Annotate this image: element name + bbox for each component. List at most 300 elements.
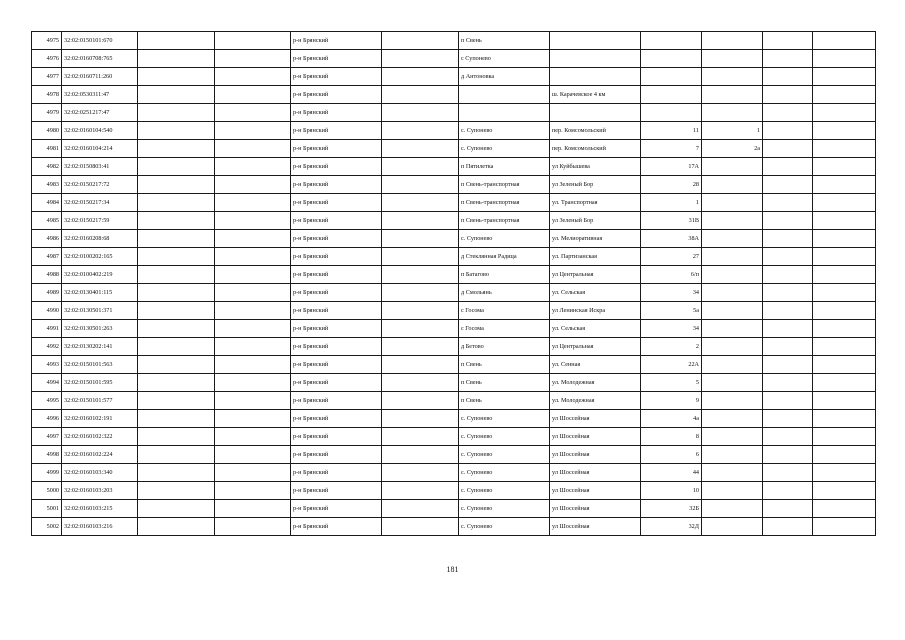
empty-cell bbox=[138, 410, 215, 428]
street-cell: ул Шоссейная bbox=[550, 464, 641, 482]
row-number-cell: 4993 bbox=[32, 356, 62, 374]
house-number-cell: 6 bbox=[641, 446, 702, 464]
settlement-cell: с. Супонево bbox=[459, 410, 550, 428]
apartment-cell bbox=[763, 158, 813, 176]
house-number-cell: 11 bbox=[641, 122, 702, 140]
empty-cell bbox=[215, 212, 291, 230]
cadastral-number-cell: 32:02:0160103:216 bbox=[62, 518, 138, 536]
empty-cell bbox=[813, 356, 876, 374]
row-number-cell: 5002 bbox=[32, 518, 62, 536]
empty-cell bbox=[813, 338, 876, 356]
row-number-cell: 4984 bbox=[32, 194, 62, 212]
empty-cell bbox=[138, 176, 215, 194]
empty-cell bbox=[813, 518, 876, 536]
empty-cell bbox=[813, 428, 876, 446]
building-number-cell: 2а bbox=[702, 140, 763, 158]
empty-cell bbox=[813, 158, 876, 176]
house-number-cell: 38А bbox=[641, 230, 702, 248]
cadastral-number-cell: 32:02:0150217:34 bbox=[62, 194, 138, 212]
table-row bbox=[32, 266, 876, 284]
street-cell: ул. Молодежная bbox=[550, 392, 641, 410]
district-cell: р-н Брянский bbox=[291, 500, 382, 518]
empty-cell bbox=[382, 284, 459, 302]
apartment-cell bbox=[763, 122, 813, 140]
building-number-cell bbox=[702, 320, 763, 338]
cadastral-number-cell: 32:02:0160103:215 bbox=[62, 500, 138, 518]
cadastral-number-cell: 32:02:0160102:191 bbox=[62, 410, 138, 428]
empty-cell bbox=[138, 122, 215, 140]
cadastral-number-cell: 32:02:0160102:322 bbox=[62, 428, 138, 446]
row-number-cell: 4988 bbox=[32, 266, 62, 284]
cadastral-number-cell: 32:02:0100202:165 bbox=[62, 248, 138, 266]
house-number-cell: 7 bbox=[641, 140, 702, 158]
empty-cell bbox=[138, 338, 215, 356]
empty-cell bbox=[215, 356, 291, 374]
house-number-cell bbox=[641, 86, 702, 104]
empty-cell bbox=[382, 410, 459, 428]
apartment-cell bbox=[763, 284, 813, 302]
building-number-cell bbox=[702, 194, 763, 212]
empty-cell bbox=[138, 320, 215, 338]
empty-cell bbox=[813, 50, 876, 68]
building-number-cell bbox=[702, 356, 763, 374]
district-cell: р-н Брянский bbox=[291, 464, 382, 482]
settlement-cell: п Свень-транспортная bbox=[459, 176, 550, 194]
settlement-cell: с. Супонево bbox=[459, 518, 550, 536]
table-row bbox=[32, 320, 876, 338]
settlement-cell bbox=[459, 104, 550, 122]
empty-cell bbox=[382, 464, 459, 482]
empty-cell bbox=[138, 32, 215, 50]
apartment-cell bbox=[763, 428, 813, 446]
apartment-cell bbox=[763, 302, 813, 320]
house-number-cell bbox=[641, 50, 702, 68]
table-row bbox=[32, 356, 876, 374]
building-number-cell: 1 bbox=[702, 122, 763, 140]
empty-cell bbox=[138, 356, 215, 374]
empty-cell bbox=[382, 68, 459, 86]
apartment-cell bbox=[763, 410, 813, 428]
empty-cell bbox=[382, 104, 459, 122]
empty-cell bbox=[138, 140, 215, 158]
district-cell: р-н Брянский bbox=[291, 410, 382, 428]
row-number-cell: 4983 bbox=[32, 176, 62, 194]
settlement-cell: п Свень bbox=[459, 32, 550, 50]
street-cell: ш. Карачевское 4 км bbox=[550, 86, 641, 104]
empty-cell bbox=[813, 176, 876, 194]
settlement-cell: с. Супонево bbox=[459, 500, 550, 518]
empty-cell bbox=[215, 86, 291, 104]
empty-cell bbox=[382, 212, 459, 230]
cadastral-number-cell: 32:02:0160102:224 bbox=[62, 446, 138, 464]
district-cell: р-н Брянский bbox=[291, 446, 382, 464]
apartment-cell bbox=[763, 338, 813, 356]
table-row bbox=[32, 50, 876, 68]
row-number-cell: 5000 bbox=[32, 482, 62, 500]
apartment-cell bbox=[763, 86, 813, 104]
empty-cell bbox=[215, 176, 291, 194]
apartment-cell bbox=[763, 140, 813, 158]
building-number-cell bbox=[702, 428, 763, 446]
empty-cell bbox=[138, 500, 215, 518]
empty-cell bbox=[215, 284, 291, 302]
settlement-cell: с Супонево bbox=[459, 50, 550, 68]
empty-cell bbox=[215, 302, 291, 320]
table-row bbox=[32, 122, 876, 140]
building-number-cell bbox=[702, 230, 763, 248]
settlement-cell: п Свень bbox=[459, 356, 550, 374]
building-number-cell bbox=[702, 266, 763, 284]
street-cell: ул Шоссейная bbox=[550, 410, 641, 428]
district-cell: р-н Брянский bbox=[291, 518, 382, 536]
empty-cell bbox=[382, 50, 459, 68]
empty-cell bbox=[382, 86, 459, 104]
settlement-cell: с. Супонево bbox=[459, 428, 550, 446]
empty-cell bbox=[813, 248, 876, 266]
district-cell: р-н Брянский bbox=[291, 212, 382, 230]
empty-cell bbox=[138, 302, 215, 320]
apartment-cell bbox=[763, 482, 813, 500]
apartment-cell bbox=[763, 212, 813, 230]
cadastral-number-cell: 32:02:0150217:72 bbox=[62, 176, 138, 194]
street-cell bbox=[550, 50, 641, 68]
street-cell: ул. Сенная bbox=[550, 356, 641, 374]
house-number-cell: 34 bbox=[641, 320, 702, 338]
empty-cell bbox=[215, 338, 291, 356]
row-number-cell: 4990 bbox=[32, 302, 62, 320]
row-number-cell: 4992 bbox=[32, 338, 62, 356]
district-cell: р-н Брянский bbox=[291, 68, 382, 86]
table-row bbox=[32, 500, 876, 518]
house-number-cell: 31В bbox=[641, 212, 702, 230]
house-number-cell bbox=[641, 104, 702, 122]
house-number-cell: 5 bbox=[641, 374, 702, 392]
table-row bbox=[32, 284, 876, 302]
apartment-cell bbox=[763, 104, 813, 122]
house-number-cell: 28 bbox=[641, 176, 702, 194]
row-number-cell: 4995 bbox=[32, 392, 62, 410]
settlement-cell: д Бетово bbox=[459, 338, 550, 356]
district-cell: р-н Брянский bbox=[291, 86, 382, 104]
settlement-cell: п Пятилетка bbox=[459, 158, 550, 176]
street-cell: ул. Молодежная bbox=[550, 374, 641, 392]
apartment-cell bbox=[763, 356, 813, 374]
cadastral-number-cell: 32:02:0150101:670 bbox=[62, 32, 138, 50]
empty-cell bbox=[215, 428, 291, 446]
table-row bbox=[32, 482, 876, 500]
building-number-cell bbox=[702, 410, 763, 428]
building-number-cell bbox=[702, 86, 763, 104]
row-number-cell: 4981 bbox=[32, 140, 62, 158]
street-cell: ул. Партизанская bbox=[550, 248, 641, 266]
district-cell: р-н Брянский bbox=[291, 266, 382, 284]
settlement-cell: с. Супонево bbox=[459, 464, 550, 482]
district-cell: р-н Брянский bbox=[291, 320, 382, 338]
settlement-cell: п Свень-транспортная bbox=[459, 212, 550, 230]
empty-cell bbox=[382, 230, 459, 248]
empty-cell bbox=[138, 464, 215, 482]
building-number-cell bbox=[702, 158, 763, 176]
apartment-cell bbox=[763, 32, 813, 50]
empty-cell bbox=[382, 176, 459, 194]
empty-cell bbox=[138, 230, 215, 248]
empty-cell bbox=[215, 464, 291, 482]
empty-cell bbox=[813, 446, 876, 464]
empty-cell bbox=[382, 122, 459, 140]
house-number-cell: 32Д bbox=[641, 518, 702, 536]
empty-cell bbox=[138, 392, 215, 410]
row-number-cell: 4987 bbox=[32, 248, 62, 266]
empty-cell bbox=[813, 32, 876, 50]
building-number-cell bbox=[702, 32, 763, 50]
street-cell: ул Шоссейная bbox=[550, 518, 641, 536]
district-cell: р-н Брянский bbox=[291, 194, 382, 212]
empty-cell bbox=[382, 32, 459, 50]
table-row bbox=[32, 68, 876, 86]
table-row bbox=[32, 428, 876, 446]
empty-cell bbox=[813, 212, 876, 230]
row-number-cell: 4982 bbox=[32, 158, 62, 176]
building-number-cell bbox=[702, 212, 763, 230]
registry-table-body bbox=[32, 32, 876, 536]
apartment-cell bbox=[763, 374, 813, 392]
cadastral-number-cell: 32:02:0160103:203 bbox=[62, 482, 138, 500]
street-cell bbox=[550, 104, 641, 122]
empty-cell bbox=[138, 86, 215, 104]
row-number-cell: 4979 bbox=[32, 104, 62, 122]
building-number-cell bbox=[702, 464, 763, 482]
house-number-cell: 9 bbox=[641, 392, 702, 410]
empty-cell bbox=[138, 428, 215, 446]
settlement-cell: д Стеклянная Радица bbox=[459, 248, 550, 266]
district-cell: р-н Брянский bbox=[291, 158, 382, 176]
settlement-cell: с. Супонево bbox=[459, 122, 550, 140]
empty-cell bbox=[138, 518, 215, 536]
apartment-cell bbox=[763, 320, 813, 338]
building-number-cell bbox=[702, 302, 763, 320]
building-number-cell bbox=[702, 446, 763, 464]
cadastral-number-cell: 32:02:0150217:59 bbox=[62, 212, 138, 230]
empty-cell bbox=[215, 518, 291, 536]
settlement-cell: с Госома bbox=[459, 320, 550, 338]
empty-cell bbox=[215, 158, 291, 176]
empty-cell bbox=[382, 428, 459, 446]
row-number-cell: 4976 bbox=[32, 50, 62, 68]
empty-cell bbox=[382, 482, 459, 500]
empty-cell bbox=[382, 392, 459, 410]
settlement-cell bbox=[459, 86, 550, 104]
house-number-cell: 2 bbox=[641, 338, 702, 356]
building-number-cell bbox=[702, 104, 763, 122]
empty-cell bbox=[382, 158, 459, 176]
cadastral-number-cell: 32:02:0130202:141 bbox=[62, 338, 138, 356]
house-number-cell: 22А bbox=[641, 356, 702, 374]
empty-cell bbox=[813, 284, 876, 302]
cadastral-number-cell: 32:02:0150101:577 bbox=[62, 392, 138, 410]
empty-cell bbox=[813, 86, 876, 104]
street-cell: ул. Сельская bbox=[550, 284, 641, 302]
building-number-cell bbox=[702, 284, 763, 302]
house-number-cell: 1 bbox=[641, 194, 702, 212]
house-number-cell: 6/п bbox=[641, 266, 702, 284]
table-row bbox=[32, 410, 876, 428]
district-cell: р-н Брянский bbox=[291, 32, 382, 50]
table-row bbox=[32, 140, 876, 158]
cadastral-number-cell: 32:02:0160103:340 bbox=[62, 464, 138, 482]
apartment-cell bbox=[763, 266, 813, 284]
street-cell bbox=[550, 68, 641, 86]
row-number-cell: 4978 bbox=[32, 86, 62, 104]
empty-cell bbox=[138, 266, 215, 284]
cadastral-number-cell: 32:02:0160208:68 bbox=[62, 230, 138, 248]
street-cell: ул Шоссейная bbox=[550, 482, 641, 500]
empty-cell bbox=[138, 194, 215, 212]
empty-cell bbox=[215, 410, 291, 428]
district-cell: р-н Брянский bbox=[291, 302, 382, 320]
district-cell: р-н Брянский bbox=[291, 428, 382, 446]
house-number-cell: 5а bbox=[641, 302, 702, 320]
apartment-cell bbox=[763, 392, 813, 410]
cadastral-number-cell: 32:02:0160104:214 bbox=[62, 140, 138, 158]
district-cell: р-н Брянский bbox=[291, 248, 382, 266]
empty-cell bbox=[138, 50, 215, 68]
empty-cell bbox=[382, 374, 459, 392]
apartment-cell bbox=[763, 464, 813, 482]
district-cell: р-н Брянский bbox=[291, 230, 382, 248]
empty-cell bbox=[382, 320, 459, 338]
table-row bbox=[32, 194, 876, 212]
district-cell: р-н Брянский bbox=[291, 176, 382, 194]
building-number-cell bbox=[702, 68, 763, 86]
empty-cell bbox=[215, 32, 291, 50]
table-row bbox=[32, 338, 876, 356]
settlement-cell: п Свень bbox=[459, 374, 550, 392]
row-number-cell: 4986 bbox=[32, 230, 62, 248]
empty-cell bbox=[138, 158, 215, 176]
row-number-cell: 4977 bbox=[32, 68, 62, 86]
settlement-cell: п Свень-транспортная bbox=[459, 194, 550, 212]
empty-cell bbox=[215, 230, 291, 248]
table-row bbox=[32, 518, 876, 536]
registry-table bbox=[31, 31, 876, 536]
table-row bbox=[32, 158, 876, 176]
empty-cell bbox=[215, 392, 291, 410]
apartment-cell bbox=[763, 248, 813, 266]
table-row bbox=[32, 104, 876, 122]
empty-cell bbox=[813, 266, 876, 284]
table-row bbox=[32, 248, 876, 266]
empty-cell bbox=[138, 212, 215, 230]
street-cell bbox=[550, 32, 641, 50]
empty-cell bbox=[138, 248, 215, 266]
empty-cell bbox=[813, 122, 876, 140]
street-cell: ул Шоссейная bbox=[550, 428, 641, 446]
empty-cell bbox=[215, 446, 291, 464]
house-number-cell: 32Б bbox=[641, 500, 702, 518]
page-number: 181 bbox=[446, 565, 459, 574]
house-number-cell: 10 bbox=[641, 482, 702, 500]
table-row bbox=[32, 302, 876, 320]
house-number-cell: 4а bbox=[641, 410, 702, 428]
street-cell: пер. Комсомольский bbox=[550, 140, 641, 158]
settlement-cell: с Госома bbox=[459, 302, 550, 320]
table-row bbox=[32, 86, 876, 104]
empty-cell bbox=[382, 446, 459, 464]
building-number-cell bbox=[702, 518, 763, 536]
cadastral-number-cell: 32:02:0160104:540 bbox=[62, 122, 138, 140]
table-row bbox=[32, 176, 876, 194]
building-number-cell bbox=[702, 338, 763, 356]
empty-cell bbox=[382, 194, 459, 212]
settlement-cell: д Антоновка bbox=[459, 68, 550, 86]
street-cell: ул. Мелиоративная bbox=[550, 230, 641, 248]
street-cell: ул Ленинская Искра bbox=[550, 302, 641, 320]
empty-cell bbox=[215, 374, 291, 392]
table-row bbox=[32, 464, 876, 482]
apartment-cell bbox=[763, 50, 813, 68]
empty-cell bbox=[382, 500, 459, 518]
row-number-cell: 4999 bbox=[32, 464, 62, 482]
street-cell: ул Центральная bbox=[550, 338, 641, 356]
district-cell: р-н Брянский bbox=[291, 104, 382, 122]
street-cell: ул Шоссейная bbox=[550, 446, 641, 464]
empty-cell bbox=[813, 464, 876, 482]
building-number-cell bbox=[702, 248, 763, 266]
street-cell: ул Зеленый Бор bbox=[550, 212, 641, 230]
empty-cell bbox=[382, 518, 459, 536]
settlement-cell: с. Супонево bbox=[459, 482, 550, 500]
street-cell: ул Зеленый Бор bbox=[550, 176, 641, 194]
street-cell: ул. Сельская bbox=[550, 320, 641, 338]
apartment-cell bbox=[763, 194, 813, 212]
district-cell: р-н Брянский bbox=[291, 284, 382, 302]
empty-cell bbox=[215, 482, 291, 500]
empty-cell bbox=[215, 122, 291, 140]
cadastral-number-cell: 32:02:0150101:595 bbox=[62, 374, 138, 392]
apartment-cell bbox=[763, 176, 813, 194]
row-number-cell: 4980 bbox=[32, 122, 62, 140]
apartment-cell bbox=[763, 230, 813, 248]
row-number-cell: 5001 bbox=[32, 500, 62, 518]
street-cell: ул Центральная bbox=[550, 266, 641, 284]
building-number-cell bbox=[702, 50, 763, 68]
empty-cell bbox=[138, 284, 215, 302]
empty-cell bbox=[813, 68, 876, 86]
apartment-cell bbox=[763, 446, 813, 464]
row-number-cell: 4998 bbox=[32, 446, 62, 464]
settlement-cell: с. Супонево bbox=[459, 446, 550, 464]
building-number-cell bbox=[702, 392, 763, 410]
empty-cell bbox=[813, 392, 876, 410]
empty-cell bbox=[813, 320, 876, 338]
cadastral-number-cell: 32:02:0130401:115 bbox=[62, 284, 138, 302]
empty-cell bbox=[813, 230, 876, 248]
cadastral-number-cell: 32:02:0251217:47 bbox=[62, 104, 138, 122]
row-number-cell: 4994 bbox=[32, 374, 62, 392]
district-cell: р-н Брянский bbox=[291, 482, 382, 500]
empty-cell bbox=[215, 266, 291, 284]
district-cell: р-н Брянский bbox=[291, 374, 382, 392]
apartment-cell bbox=[763, 68, 813, 86]
empty-cell bbox=[215, 320, 291, 338]
building-number-cell bbox=[702, 500, 763, 518]
apartment-cell bbox=[763, 500, 813, 518]
building-number-cell bbox=[702, 176, 763, 194]
district-cell: р-н Брянский bbox=[291, 392, 382, 410]
empty-cell bbox=[382, 356, 459, 374]
empty-cell bbox=[813, 302, 876, 320]
settlement-cell: п Батагово bbox=[459, 266, 550, 284]
